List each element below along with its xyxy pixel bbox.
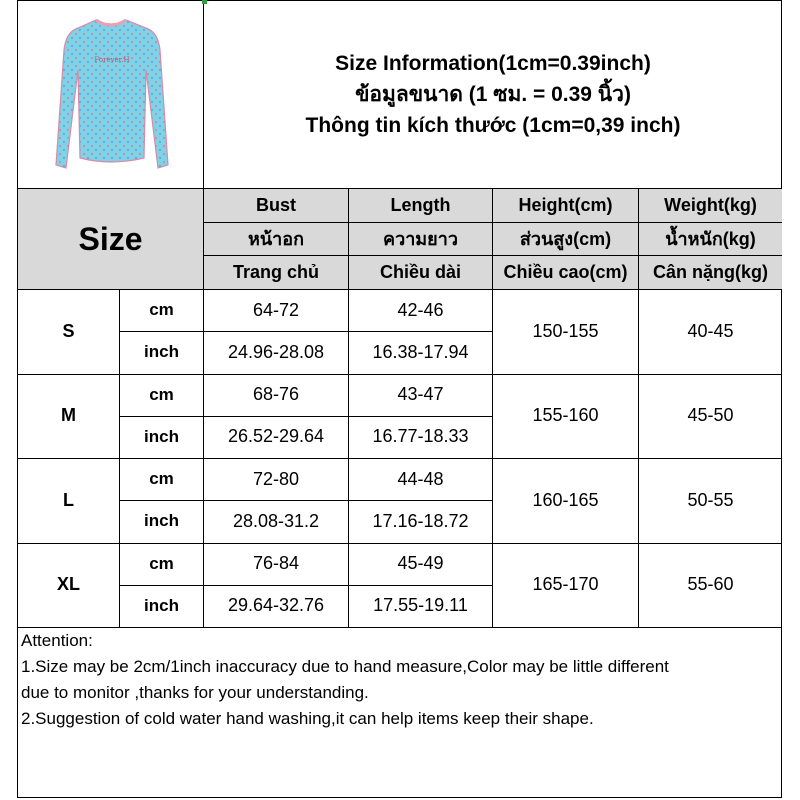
title-line-th: ข้อมูลขนาด (1 ซม. = 0.39 นิ้ว) [355, 82, 631, 106]
length-cm-value: 44-48 [397, 468, 444, 489]
unit-inch-label: inch [144, 595, 179, 615]
height-value: 165-170 [532, 574, 599, 595]
unit-cm-label: cm [149, 553, 174, 573]
svg-text:Forever.H: Forever.H [94, 56, 130, 64]
col-height-th: ส่วนสูง(cm) [519, 229, 612, 249]
unit-cm-label: cm [149, 300, 174, 320]
unit-inch-label: inch [144, 342, 179, 362]
height-value: 155-160 [532, 405, 599, 426]
length-cm-value: 42-46 [397, 299, 444, 320]
col-height-en: Height(cm) [518, 195, 613, 215]
size-label: XL [56, 574, 80, 595]
note-line-1: 1.Size may be 2cm/1inch inaccuracy due to hand measure,Color may be little different [21, 657, 669, 676]
bust-inch-value: 24.96-28.08 [227, 341, 325, 362]
height-value: 150-155 [532, 320, 599, 341]
length-inch-value: 17.16-18.72 [372, 510, 469, 531]
unit-cm-label: cm [149, 384, 174, 404]
bust-inch-value: 28.08-31.2 [232, 510, 320, 531]
col-bust-en: Bust [256, 195, 296, 215]
size-label: S [62, 320, 75, 341]
attention-notes [21, 628, 781, 732]
col-height-vi: Chiều cao(cm) [503, 261, 628, 282]
bust-cm-value: 76-84 [252, 553, 300, 574]
weight-value: 50-55 [687, 489, 734, 510]
bust-cm-value: 64-72 [252, 299, 300, 320]
height-value: 160-165 [532, 489, 599, 510]
col-weight-vi: Cân nặng(kg) [653, 261, 768, 282]
unit-inch-label: inch [144, 426, 179, 446]
shirt-image [18, 0, 203, 188]
length-inch-value: 16.38-17.94 [372, 341, 469, 362]
title-line-vi: Thông tin kích thước (1cm=0,39 inch) [305, 113, 681, 137]
unit-cm-label: cm [149, 469, 174, 489]
size-header-cell [18, 189, 203, 289]
col-length-th: ความยาว [383, 229, 458, 249]
bust-cm-value: 68-76 [252, 384, 300, 405]
bust-inch-value: 29.64-32.76 [227, 595, 325, 616]
length-cm-value: 43-47 [397, 384, 444, 405]
green-corner-mark [202, 0, 207, 4]
weight-value: 40-45 [687, 320, 734, 341]
col-bust-vi: Trang chủ [232, 261, 319, 282]
length-inch-value: 17.55-19.11 [373, 595, 468, 616]
col-weight-en: Weight(kg) [664, 195, 757, 215]
length-inch-value: 16.77-18.33 [372, 426, 469, 447]
note-line-3: 2.Suggestion of cold water hand washing,it can help items keep their shape. [21, 709, 594, 728]
product-image-cell [18, 0, 203, 188]
length-cm-value: 45-49 [397, 553, 444, 574]
col-weight-th: น้ำหนัก(kg) [665, 229, 756, 249]
note-heading: Attention: [21, 631, 93, 650]
size-label: M [61, 405, 76, 426]
weight-value: 55-60 [687, 574, 734, 595]
bust-inch-value: 26.52-29.64 [227, 426, 325, 447]
col-length-en: Length [390, 195, 451, 215]
size-info-title [204, 0, 782, 188]
unit-inch-label: inch [144, 511, 179, 531]
weight-value: 45-50 [687, 405, 734, 426]
col-length-vi: Chiều dài [379, 261, 461, 282]
bust-cm-value: 72-80 [252, 468, 300, 489]
title-line-en: Size Information(1cm=0.39inch) [335, 51, 651, 75]
size-label: L [63, 489, 74, 510]
size-header: Size [78, 220, 143, 257]
col-bust-th: หน้าอก [248, 229, 304, 249]
note-line-2: due to monitor ,thanks for your understanding. [21, 683, 369, 702]
